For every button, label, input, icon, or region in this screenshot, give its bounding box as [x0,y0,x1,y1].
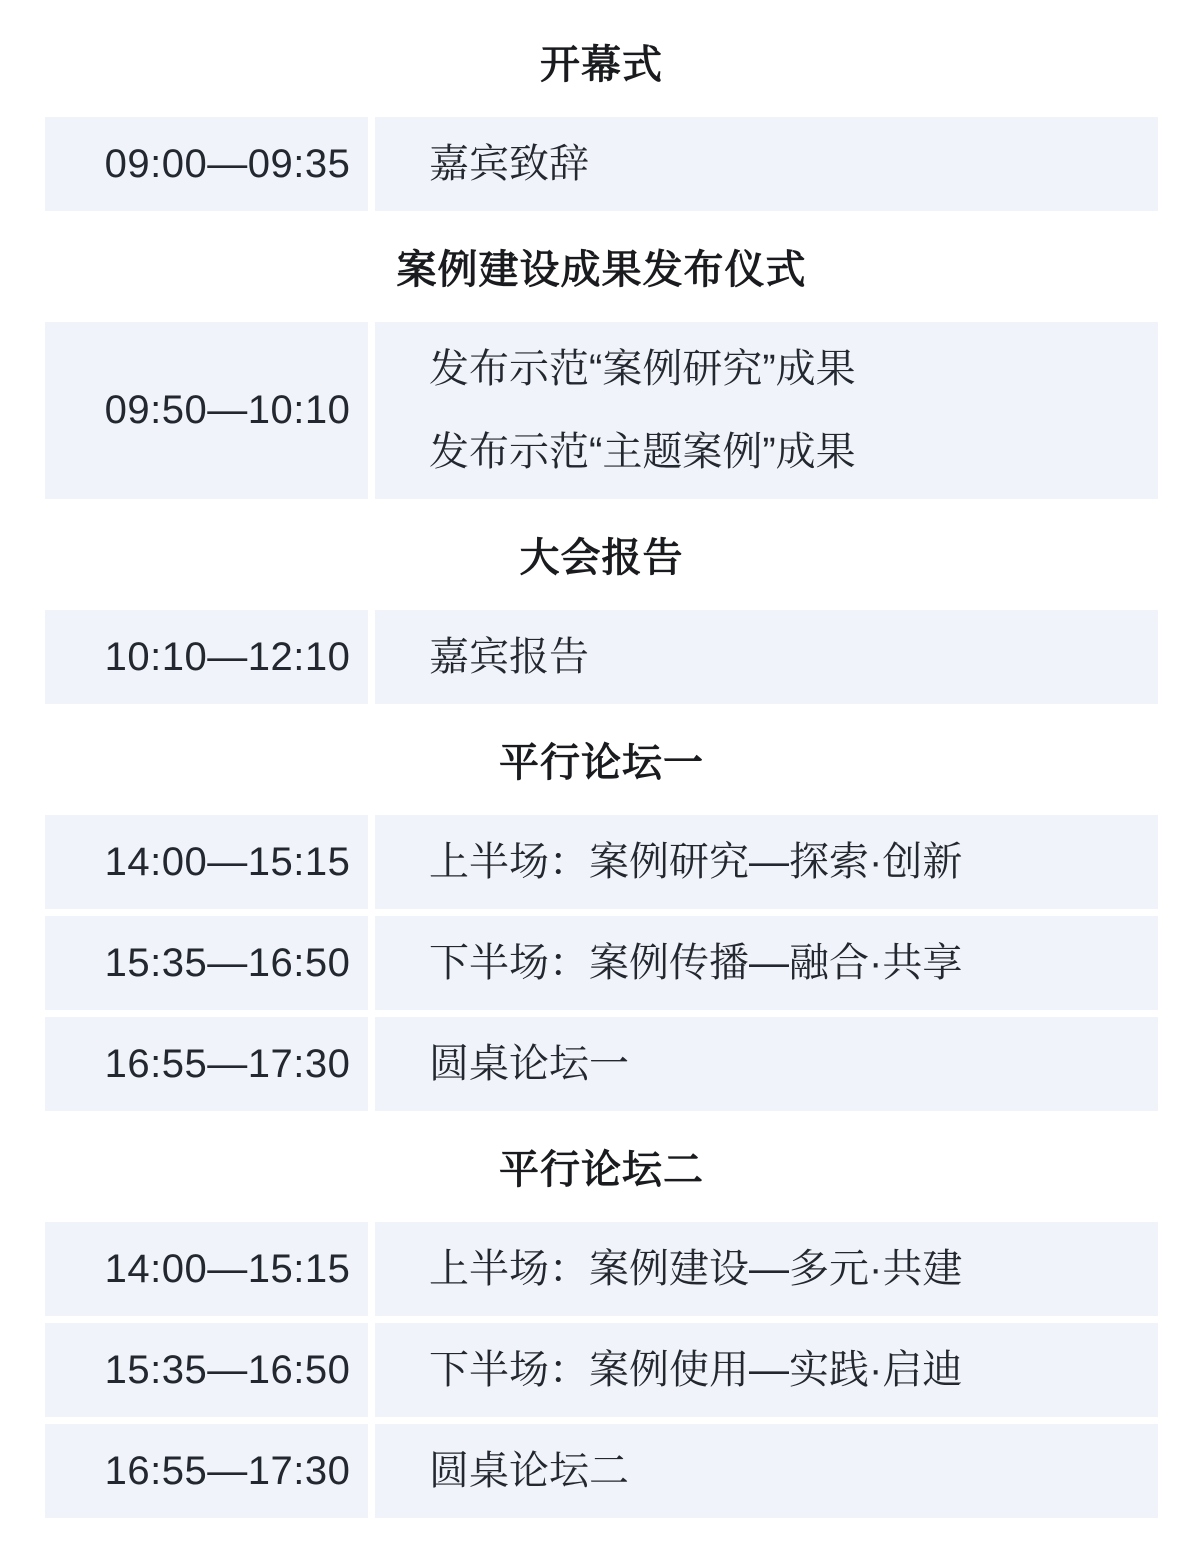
schedule-row [45,1222,1158,1316]
event-cell [375,322,1158,499]
time-cell: 09:50—10:10 [45,322,368,499]
section-title: 平行论坛一 [499,741,704,785]
event-line: 嘉宾致辞 [429,142,589,186]
agenda-section [45,40,1158,211]
event-line: 下半场：案例使用—实践·启迪 [429,1348,963,1392]
event-cell [375,815,1158,909]
schedule-row [45,610,1158,704]
time-cell: 14:00—15:15 [45,1222,368,1316]
schedule-row [45,815,1158,909]
schedule-row [45,916,1158,1010]
section-title: 案例建设成果发布仪式 [396,248,807,292]
agenda-section [45,533,1158,704]
event-cell [375,1222,1158,1316]
time-cell: 15:35—16:50 [45,1323,368,1417]
time-cell: 16:55—17:30 [45,1017,368,1111]
event-cell [375,117,1158,211]
time-cell: 09:00—09:35 [45,117,368,211]
event-line: 上半场：案例研究—探索·创新 [429,840,963,884]
event-line: 嘉宾报告 [429,635,589,679]
schedule-row [45,117,1158,211]
agenda-section [45,1145,1158,1518]
agenda-section [45,245,1158,499]
agenda-section [45,738,1158,1111]
event-cell [375,610,1158,704]
event-line: 圆桌论坛二 [429,1449,629,1493]
section-title: 开幕式 [540,43,663,87]
schedule-row [45,322,1158,499]
section-title: 平行论坛二 [499,1148,704,1192]
schedule-row [45,1424,1158,1518]
schedule [45,40,1158,1518]
event-cell [375,1424,1158,1518]
event-cell [375,916,1158,1010]
event-line: 圆桌论坛一 [429,1042,629,1086]
time-cell: 16:55—17:30 [45,1424,368,1518]
schedule-row [45,1017,1158,1111]
event-cell [375,1323,1158,1417]
section-title: 大会报告 [519,536,684,580]
event-cell [375,1017,1158,1111]
event-line: 下半场：案例传播—融合·共享 [429,941,963,985]
time-cell: 14:00—15:15 [45,815,368,909]
time-cell: 10:10—12:10 [45,610,368,704]
event-line: 发布示范“案例研究”成果 [429,347,856,391]
time-cell: 15:35—16:50 [45,916,368,1010]
event-line: 上半场：案例建设—多元·共建 [429,1247,963,1291]
event-line: 发布示范“主题案例”成果 [429,430,856,474]
schedule-row [45,1323,1158,1417]
